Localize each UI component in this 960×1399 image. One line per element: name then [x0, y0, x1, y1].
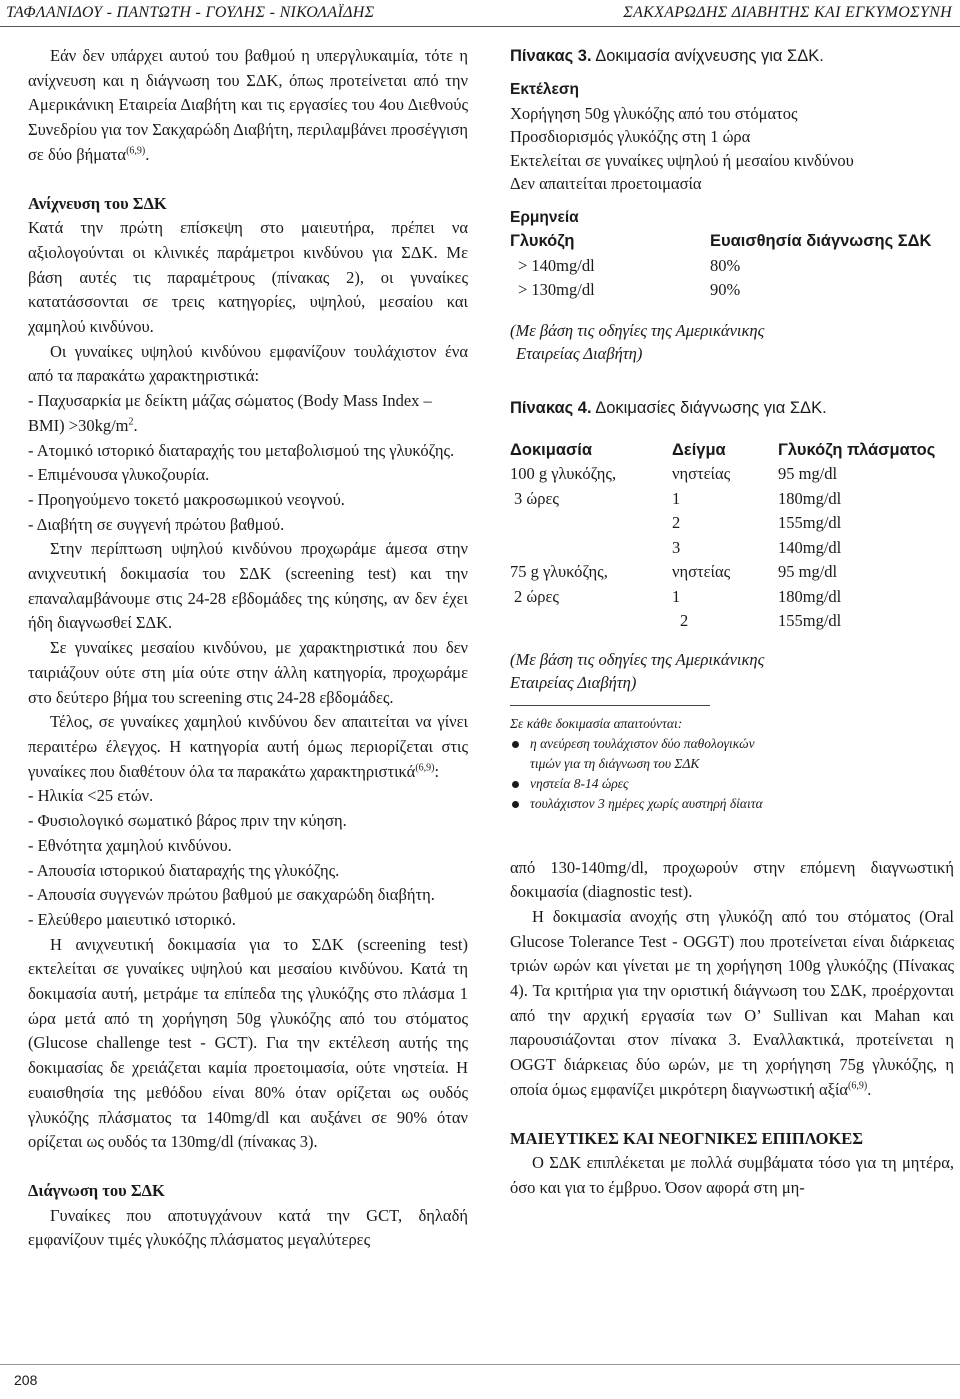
low-risk-intro: Τέλος, σε γυναίκες χαμηλού κινδύνου δεν απαιτείται να γίνει περαιτέρω έλεγχος. Η κατηγορία αυτή όμως περιορίζεται στις γυναίκες που διαθέτουν όλα τα παρακάτω χαρακτηριστικά	[28, 712, 468, 781]
table-row	[510, 511, 954, 536]
table-row	[510, 278, 954, 303]
screening-paragraph-5	[28, 710, 468, 784]
header-authors: ΤΑΦΛΑΝΙΔΟΥ - ΠΑΝΤΩΤΗ - ΓΟΥΛΗΣ - ΝΙΚΟΛΑΪΔΗΣ	[6, 4, 375, 21]
footer-rule	[0, 1364, 960, 1365]
low-risk-intro-end: :	[434, 761, 440, 781]
table-row	[510, 536, 954, 561]
table-4-col-sample: Δείγμα	[672, 440, 726, 459]
heading-complications: ΜΑΙΕΥΤΙΚΕΣ ΚΑΙ ΝΕΟΓΝΙΚΕΣ ΕΠΙΠΛΟΚΕΣ	[510, 1128, 864, 1148]
notes-heading: Σε κάθε δοκιμασία απαιτούνται:	[510, 715, 683, 731]
table-row	[510, 560, 954, 585]
table-4-cell-sample: 2	[680, 611, 689, 630]
table-3-exec-line: Προσδιορισμός γλυκόζης στη 1 ώρα	[510, 127, 751, 146]
table-4-source-2: Εταιρείας Διαβήτη)	[510, 673, 637, 692]
table-4-cell-glucose: 155mg/dl	[778, 611, 842, 630]
bmi-sup: 2	[128, 416, 134, 428]
table-4-source-1: (Με βάση τις οδηγίες της Αμερικάνικης	[510, 649, 765, 669]
low-risk-item-5: - Απουσία συγγενών πρώτου βαθμού με σακχαρώδη διαβήτη.	[28, 885, 435, 905]
table-4-cell-glucose: 140mg/dl	[778, 537, 842, 557]
heading-diagnosis: Διάγνωση του ΣΔΚ	[28, 1180, 165, 1200]
complications-paragraph: Ο ΣΔΚ επιπλέκεται με πολλά συμβάματα τόσο για τη μητέρα, όσο και για το έμβρυο. Όσον αφορά στη μη-	[510, 1153, 954, 1197]
header-rule	[0, 26, 960, 27]
high-risk-item-4: - Προηγούμενο τοκετό μακροσωμικού νεογνού.	[28, 489, 345, 509]
table-4-cell-sample: 3	[672, 537, 681, 557]
right-column	[510, 44, 954, 1201]
table-row	[510, 585, 954, 610]
table-3-caption: Δοκιμασία ανίχνευσης για ΣΔΚ.	[595, 47, 824, 65]
table-3-exec-line: Χορήγηση 50g γλυκόζης από του στόματος	[510, 103, 798, 123]
table-4-cell-sample: 1	[672, 488, 681, 508]
ogtt-paragraph-2	[510, 905, 954, 1103]
table-4-label: Πίνακας 4.	[510, 398, 592, 417]
table-3-title	[510, 44, 954, 68]
low-risk-item-3: - Εθνότητα χαμηλού κινδύνου.	[28, 835, 232, 855]
note-line: η ανεύρεση τουλάχιστον δύο παθολογικών	[530, 735, 755, 751]
screening-paragraph-1: Κατά την πρώτη επίσκεψη στο μαιευτήρα, πρέπει να αξιολογούνται οι κλινικές παράμετροι κινδύνου για ΣΔΚ. Με βάση αυτές τις παραμέτρους (πίνακας 2), οι γυναίκες κατατάσσονται σε τρεις κατηγορίες, υψηλού, μεσαίου και χαμηλού κινδύνου.	[28, 218, 468, 337]
note-line: νηστεία 8-14 ώρες	[530, 775, 629, 791]
table-4-cell-test: 2 ώρες	[514, 586, 559, 606]
table-3-interp-heading: Ερμηνεία	[510, 208, 579, 226]
table-3-label: Πίνακας 3.	[510, 47, 592, 65]
table-3-source-1: (Με βάση τις οδηγίες της Αμερικάνικης	[510, 320, 765, 340]
note-line: τιμών για τη διάγνωση του ΣΔΚ	[530, 755, 700, 771]
list-item	[510, 794, 954, 814]
table-4-cell-test: 100 g γλυκόζης,	[510, 464, 617, 483]
header-article-title: ΣΑΚΧΑΡΩΔΗΣ ΔΙΑΒΗΤΗΣ ΚΑΙ ΕΓΚΥΜΟΣΥΝΗ	[623, 4, 952, 21]
table-4-cell-test: 75 g γλυκόζης,	[510, 562, 608, 581]
high-risk-item-2: - Ατομικό ιστορικό διαταραχής του μεταβολισμού της γλυκόζης.	[28, 440, 455, 460]
intro-text: Εάν δεν υπάρχει αυτού του βαθμού η υπεργλυκαιμία, τότε η ανίχνευση και η διάγνωση του ΣΔΚ, όπως προτείνεται από την Αμερικάνικη Εταιρεία Διαβήτη και τις εργασίες του 4ου Διεθνούς Συνεδρίου για τον Σακχαρώδη Διαβήτη, περιλαμβάνει προσέγγιση σε δύο βήματα	[28, 46, 468, 164]
table-4-cell-sample: νηστείας	[672, 464, 731, 483]
high-risk-item-5: - Διαβήτη σε συγγενή πρώτου βαθμού.	[28, 514, 285, 534]
table-3-exec-line: Δεν απαιτείται προετοιμασία	[510, 174, 702, 193]
notes-divider	[510, 705, 710, 706]
table-3	[510, 44, 954, 366]
intro-paragraph	[28, 44, 468, 168]
table-4-cell-sample: 2	[672, 513, 681, 532]
table-3-col-glucose: Γλυκόζη	[510, 232, 575, 250]
list-item	[510, 734, 954, 774]
left-column	[28, 44, 468, 1253]
table-3-exec-line: Εκτελείται σε γυναίκες υψηλού ή μεσαίου κινδύνου	[510, 150, 854, 170]
intro-citation: (6,9)	[126, 145, 146, 157]
ogtt-citation: (6,9)	[848, 1080, 868, 1092]
table-3-cell-sensitivity: 90%	[710, 280, 741, 299]
diagnosis-paragraph: Γυναίκες που αποτυγχάνουν κατά την GCT, δηλαδή εμφανίζουν τιμές γλυκόζης πλάσματος μεγαλύτερες	[28, 1205, 468, 1250]
low-risk-citation: (6,9)	[415, 762, 435, 774]
table-4-cell-test: 3 ώρες	[514, 488, 559, 508]
table-4-cell-glucose: 95 mg/dl	[778, 464, 838, 483]
table-4-title	[510, 396, 954, 420]
screening-paragraph-3: Στην περίπτωση υψηλού κινδύνου προχωράμε άμεσα στην ανιχνευτική δοκιμασία του ΣΔΚ (screening test) και την επαναλαμβάνουμε στις 24-28 εβδομάδες της κύησης, αν δεν έχει ήδη διαγνωσθεί ΣΔΚ.	[28, 539, 468, 633]
bmi-end: .	[133, 415, 138, 435]
ogtt-end: .	[867, 1079, 872, 1099]
gct-paragraph: Η ανιχνευτική δοκιμασία για το ΣΔΚ (screening test) εκτελείται σε γυναίκες υψηλού και μεσαίου κινδύνου. Κατά τη δοκιμασία αυτή, μετράμε τα επίπεδα της γλυκόζης στο πλάσμα 1 ώρα μετά από τη χορήγηση 50g γλυκόζης από του στόματος (Glucose challenge test - GCT). Για την εκτέλεση αυτής της δοκιμασίας δε χρειάζεται καμία προετοιμασία, ούτε νηστεία. Η ευαισθησία της μεθόδου είναι 80% όταν ορίζεται ως ουδός γλυκόζης πλάσματος τα 140mg/dl και αυξάνει σε 90% όταν ορίζεται ως ουδός τα 130mg/dl (πίνακας 3).	[28, 934, 468, 1152]
table-row	[510, 487, 954, 512]
bmi-text: - Παχυσαρκία με δείκτη μάζας σώματος (Body Mass Index – BMI) >30kg/m	[28, 391, 432, 435]
table-3-header-row	[510, 229, 954, 254]
table-3-col-sensitivity: Ευαισθησία διάγνωσης ΣΔΚ	[710, 232, 932, 250]
page-number: 208	[14, 1372, 38, 1388]
table-3-cell-glucose: > 140mg/dl	[518, 255, 595, 275]
screening-paragraph-4: Σε γυναίκες μεσαίου κινδύνου, με χαρακτηριστικά που δεν ταιριάζουν ούτε στη μία ούτε στην άλλη κατηγορία, προχωράμε στο δεύτερο βήμα του screening στις 24-28 εβδομάδες.	[28, 638, 468, 707]
note-line: τουλάχιστον 3 ημέρες χωρίς αυστηρή δίαιτα	[530, 795, 763, 811]
intro-end: .	[145, 144, 150, 164]
heading-screening: Ανίχνευση του ΣΔΚ	[28, 193, 167, 213]
table-3-cell-glucose: > 130mg/dl	[518, 280, 595, 299]
ogtt-paragraph-1: από 130-140mg/dl, προχωρούν στην επόμενη διαγνωστική δοκιμασία (diagnostic test).	[510, 857, 954, 902]
running-header	[0, 0, 960, 28]
bullet-icon	[512, 801, 519, 808]
table-3-exec-heading: Εκτέλεση	[510, 81, 579, 98]
bullet-icon	[512, 741, 519, 748]
low-risk-item-1: - Ηλικία <25 ετών.	[28, 786, 154, 806]
ogtt-text: Η δοκιμασία ανοχής στη γλυκόζη από του στόματος (Oral Glucose Tolerance Test - OGGT) που προτείνεται είναι διάρκειας τριών ωρών και γίνεται με τη χορήγηση 100g γλυκόζης (Πίνακας 4). Τα κριτήρια για την οριστική διάγνωση του ΣΔΚ, προέρχονται από την αρχική εργασία των O’ Sullivan και Mahan και παρουσιάζονται στον πίνακα 3. Εναλλακτικά, προτείνεται η OGGT διάρκειας δύο ωρών, με τη χορήγηση 75g γλυκόζης, η οποία όμως εμφανίζει μικρότερη διαγνωστική αξία	[510, 906, 954, 1099]
table-4	[510, 396, 954, 814]
table-4-cell-glucose: 95 mg/dl	[778, 562, 838, 581]
table-row	[510, 462, 954, 487]
high-risk-item-1	[28, 389, 468, 438]
table-4-cell-sample: νηστείας	[672, 562, 731, 581]
bullet-icon	[512, 781, 519, 788]
table-4-caption: Δοκιμασίες διάγνωσης για ΣΔΚ.	[595, 398, 827, 417]
table-row	[510, 609, 954, 634]
table-4-header-row	[510, 438, 954, 463]
screening-paragraph-2: Οι γυναίκες υψηλού κινδύνου εμφανίζουν τουλάχιστον ένα από τα παρακάτω χαρακτηριστικά:	[28, 341, 468, 386]
high-risk-item-3: - Επιμένουσα γλυκοζουρία.	[28, 465, 210, 485]
low-risk-item-6: - Ελεύθερο μαιευτικό ιστορικό.	[28, 909, 236, 929]
list-item	[510, 774, 954, 794]
table-4-cell-glucose: 155mg/dl	[778, 513, 842, 532]
table-4-col-test: Δοκιμασία	[510, 440, 592, 459]
table-4-cell-sample: 1	[672, 586, 681, 606]
table-3-cell-sensitivity: 80%	[710, 255, 741, 275]
table-4-cell-glucose: 180mg/dl	[778, 586, 842, 606]
table-4-cell-glucose: 180mg/dl	[778, 488, 842, 508]
table-4-col-glucose: Γλυκόζη πλάσματος	[778, 440, 936, 459]
table-row	[510, 254, 954, 279]
table-3-source-2: Εταιρείας Διαβήτη)	[516, 344, 643, 363]
low-risk-item-4: - Απουσία ιστορικού διαταραχής της γλυκόζης.	[28, 860, 340, 880]
low-risk-item-2: - Φυσιολογικό σωματικό βάρος πριν την κύηση.	[28, 811, 347, 831]
